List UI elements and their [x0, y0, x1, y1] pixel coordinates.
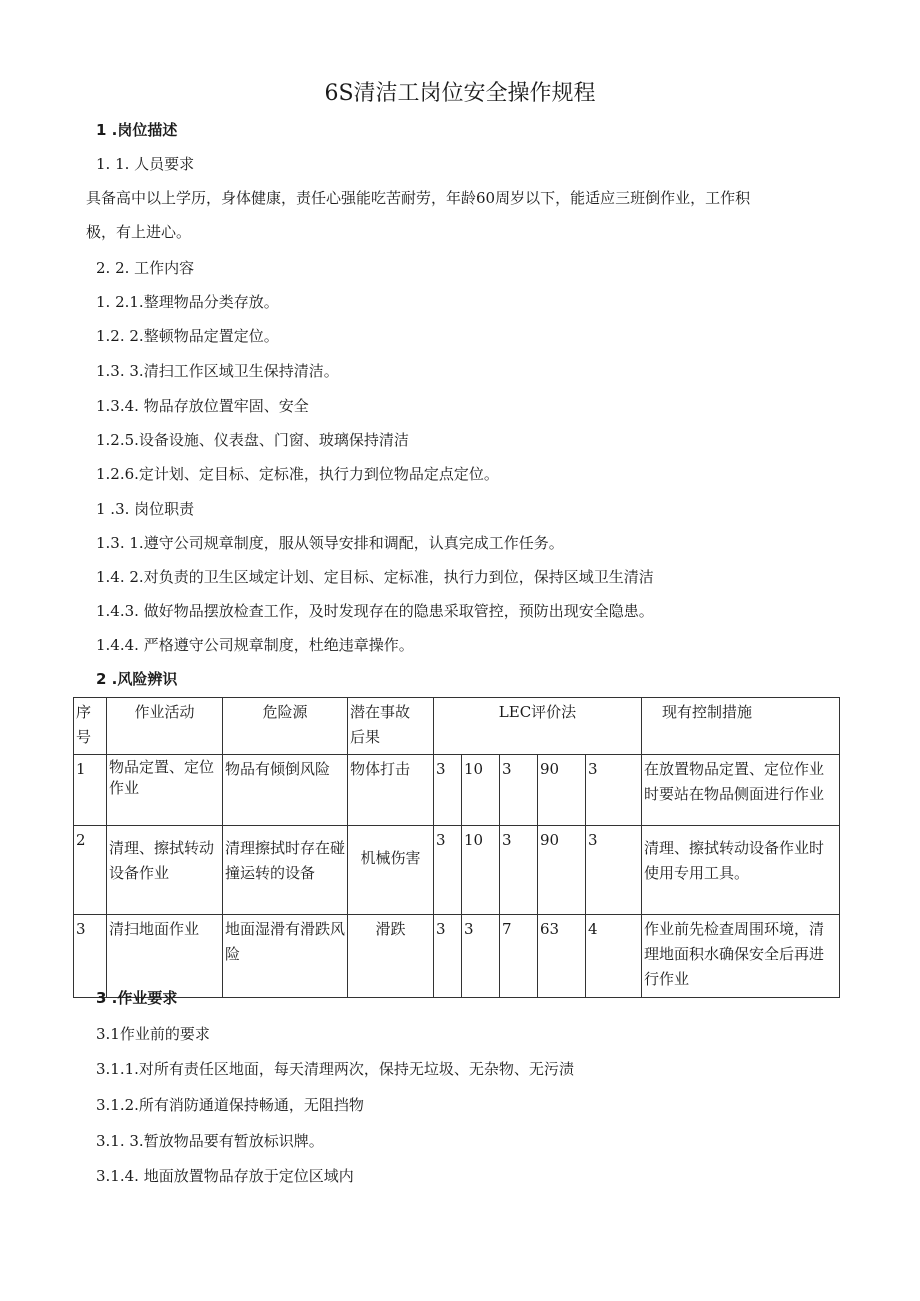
risk-table: [73, 697, 840, 998]
cell-seq: 1: [74, 755, 107, 826]
list-item: 1.4.3. 做好物品摆放检查工作，及时发现存在的隐患采取管控，预防出现安全隐患。: [96, 602, 654, 620]
list-item: 1. 2.1.整理物品分类存放。: [96, 293, 279, 311]
subsection-1-2: 2. 2. 工作内容: [96, 259, 195, 277]
list-item: 1.3. 1.遵守公司规章制度，服从领导安排和调配，认真完成工作任务。: [96, 534, 564, 552]
section-2-heading: 2 .风险辨识: [96, 670, 178, 688]
cell-consequence: 机械伤害: [348, 826, 434, 915]
list-item: 3.1.4. 地面放置物品存放于定位区域内: [96, 1167, 354, 1185]
table-row: [74, 915, 840, 998]
list-item: 1.4. 2.对负责的卫生区域定计划、定目标、定标准，执行力到位，保持区域卫生清洁: [96, 568, 654, 586]
cell-c: 3: [500, 755, 538, 826]
header-hazard: 危险源: [223, 698, 348, 755]
list-item: 1.4.4. 严格遵守公司规章制度，杜绝违章操作。: [96, 636, 414, 654]
paragraph-line: 极，有上进心。: [86, 223, 192, 241]
cell-hazard: 地面湿滑有滑跌风险: [223, 915, 348, 998]
document-title: 6S清洁工岗位安全操作规程: [324, 81, 596, 106]
cell-l: 3: [434, 826, 462, 915]
cell-consequence: 滑跌: [348, 915, 434, 998]
table-header-row: [74, 698, 840, 755]
header-consequence: 潜在事故 后果: [348, 698, 434, 755]
header-lec: LEC评价法: [434, 698, 642, 755]
cell-hazard: 物品有倾倒风险: [223, 755, 348, 826]
header-seq: 序 号: [74, 698, 107, 755]
cell-activity: 物品定置、定位 作业: [107, 755, 223, 826]
section-3-heading: 3 .作业要求: [96, 989, 178, 1007]
cell-hazard: 清理擦拭时存在碰撞运转的设备: [223, 826, 348, 915]
cell-activity: 清理、擦拭转动设备作业: [107, 826, 223, 915]
cell-seq: 2: [74, 826, 107, 915]
list-item: 1.3. 3.清扫工作区域卫生保持清洁。: [96, 362, 339, 380]
cell-c: 7: [500, 915, 538, 998]
header-control: 现有控制措施: [642, 698, 840, 755]
cell-c: 3: [500, 826, 538, 915]
cell-seq: 3: [74, 915, 107, 998]
list-item: 3.1. 3.暂放物品要有暂放标识牌。: [96, 1132, 324, 1150]
cell-l: 3: [434, 915, 462, 998]
cell-d: 63: [538, 915, 586, 998]
table-row: [74, 826, 840, 915]
cell-e: 10: [462, 826, 500, 915]
cell-consequence: 物体打击: [348, 755, 434, 826]
cell-level: 3: [586, 826, 642, 915]
cell-d: 90: [538, 826, 586, 915]
list-item: 1.2.6.定计划、定目标、定标准，执行力到位物品定点定位。: [96, 465, 499, 483]
cell-level: 4: [586, 915, 642, 998]
list-item: 3.1.2.所有消防通道保持畅通，无阻挡物: [96, 1096, 364, 1114]
cell-control: 作业前先检查周围环境，清理地面积水确保安全后再进行作业: [642, 915, 840, 998]
list-item: 1.3.4. 物品存放位置牢固、安全: [96, 397, 309, 415]
subsection-3-1: 3.1作业前的要求: [96, 1025, 210, 1043]
cell-d: 90: [538, 755, 586, 826]
list-item: 1.2. 2.整顿物品定置定位。: [96, 327, 279, 345]
cell-control: 清理、擦拭转动设备作业时使用专用工具。: [642, 826, 840, 915]
section-1-heading: 1 .岗位描述: [96, 121, 178, 139]
cell-e: 3: [462, 915, 500, 998]
subsection-1-3: 1 .3. 岗位职责: [96, 500, 195, 518]
header-activity: 作业活动: [107, 698, 223, 755]
cell-level: 3: [586, 755, 642, 826]
paragraph-line: 具备高中以上学历，身体健康，责任心强能吃苦耐劳，年龄60周岁以下，能适应三班倒作业，工作积: [86, 189, 751, 207]
cell-control: 在放置物品定置、定位作业时要站在物品侧面进行作业: [642, 755, 840, 826]
cell-activity: 清扫地面作业: [107, 915, 223, 998]
table-row: [74, 755, 840, 826]
cell-e: 10: [462, 755, 500, 826]
subsection-1-1: 1. 1. 人员要求: [96, 155, 195, 173]
cell-l: 3: [434, 755, 462, 826]
list-item: 3.1.1.对所有责任区地面，每天清理两次，保持无垃圾、无杂物、无污渍: [96, 1060, 574, 1078]
list-item: 1.2.5.设备设施、仪表盘、门窗、玻璃保持清洁: [96, 431, 409, 449]
